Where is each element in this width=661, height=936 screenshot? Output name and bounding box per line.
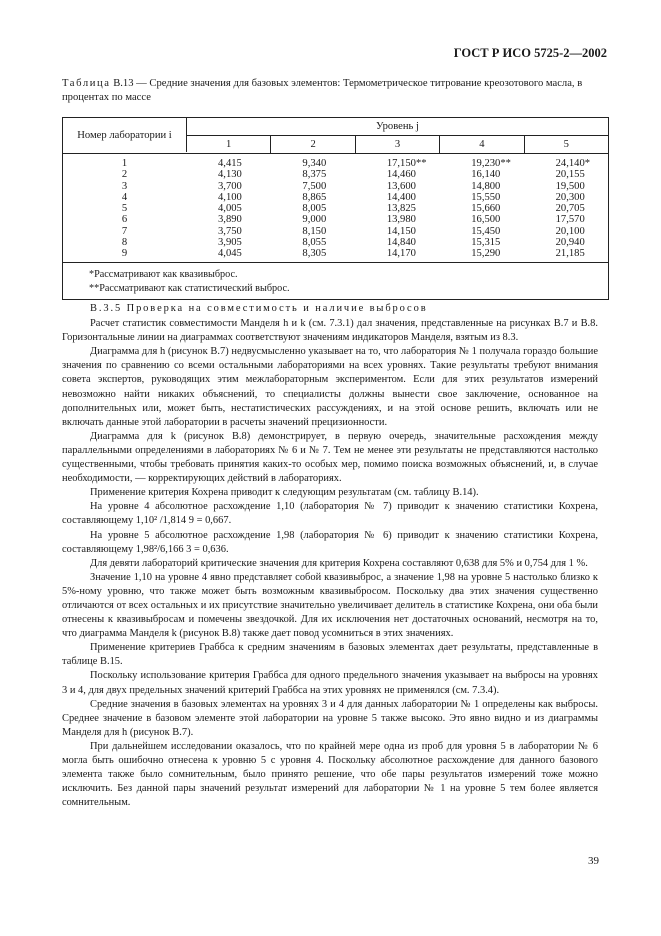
value-cell — [186, 248, 270, 259]
value-cell — [270, 214, 354, 225]
paragraph: На уровне 4 абсолютное расхождение 1,10 (лаборатория № 7) приводит к значению статистики Кохрена, составляющему 1,10² /1,814 9 = 0,667. — [62, 501, 598, 527]
lab-number-header: Номер лаборатории i — [63, 118, 187, 152]
value-cell — [524, 248, 608, 259]
value-text: 8,005 — [302, 203, 327, 215]
value-text: 14,400 — [386, 191, 416, 203]
lab-number-cell: 2 — [121, 169, 128, 181]
value-cell — [186, 214, 270, 225]
paragraph: Поскольку использование критерия Граббса для одного предельного значения указывает на выбросы на уровнях 3 и 4, для двух предельных значений критерий Граббса на этих уровнях не применялся (см. 7.3.4). — [62, 670, 598, 696]
value-cell — [355, 192, 439, 203]
paragraph: Применение критерия Кохрена приводит к следующим результатам (см. таблицу В.14). — [90, 487, 479, 499]
note-quasi-outlier: *Рассматривают как квазивыброс. — [89, 268, 238, 280]
paragraph: Расчет статистик совместимости Манделя h и k (см. 7.3.1) дал значения, представленные на рисунках В.7 и В.8. Горизонтальные линии на диаграммах соответствуют значениям индикаторов Манделя, взятым из 8.3. — [62, 318, 598, 344]
value-cell — [524, 192, 608, 203]
value-cell — [524, 226, 608, 237]
paragraph: Применение критериев Граббса к средним значениям в базовых элементах дает результаты, представленные в таблице В.15. — [62, 642, 598, 668]
value-cell — [270, 169, 354, 180]
value-text: 7,500 — [302, 180, 327, 192]
table-row — [63, 248, 608, 259]
value-cell — [186, 237, 270, 248]
lab-number-cell: 3 — [121, 180, 128, 192]
value-cell — [270, 181, 354, 192]
value-cell — [524, 169, 608, 180]
value-text: 16,140 — [471, 169, 501, 181]
value-text: 4,045 — [218, 248, 242, 260]
value-cell — [439, 237, 523, 248]
value-text: 13,980 — [386, 214, 416, 226]
section-title: В.3.5 Проверка на совместимость и наличие выбросов — [90, 303, 428, 314]
value-cell — [186, 169, 270, 180]
lab-number-cell: 9 — [121, 248, 128, 260]
value-text: 13,600 — [386, 180, 416, 192]
value-cell — [524, 237, 608, 248]
value-text: 8,375 — [302, 169, 327, 181]
document-header: ГОСТ Р ИСО 5725-2—2002 — [453, 46, 607, 60]
mean-values-table — [62, 117, 609, 300]
value-text: 20,300 — [555, 191, 585, 203]
lab-number-cell: 4 — [121, 191, 128, 203]
value-cell — [355, 181, 439, 192]
value-cell — [270, 192, 354, 203]
value-cell — [355, 237, 439, 248]
value-text: 3,700 — [218, 180, 242, 192]
paragraph: При дальнейшем исследовании оказалось, что по крайней мере одна из проб для уровня 5 в лаборатории № 6 могла быть ошибочно отнесена к уровню 5 с уровня 4. Поскольку абсолютное расхождение для данного базового элемента также было сомнительным, было принято решение, что обе пары результатов измерений тоже можно исключить. Без данной пары значений результат измерений для лаборатории № 1 на уровне 5 тем более является сомнительным. — [62, 740, 598, 809]
value-text: 13,825 — [386, 203, 416, 215]
value-cell — [270, 158, 354, 169]
lab-number-cell: 7 — [121, 225, 128, 237]
lab-number-cell: 5 — [121, 203, 128, 215]
note-outlier: **Рассматривают как статистический выброс. — [89, 282, 290, 294]
value-text: 8,150 — [302, 225, 327, 237]
value-text: 15,290 — [471, 248, 501, 260]
value-text: 14,840 — [386, 237, 416, 249]
lab-number-cell: 6 — [121, 214, 128, 226]
table-row — [63, 158, 608, 169]
value-cell — [270, 226, 354, 237]
value-text: 14,170 — [386, 248, 416, 260]
value-text: 20,100 — [555, 225, 585, 237]
table-body — [63, 153, 608, 262]
value-cell — [524, 158, 608, 169]
value-text: 14,800 — [471, 180, 501, 192]
value-text: 20,705 — [555, 203, 585, 215]
table-row — [63, 214, 608, 225]
value-cell — [270, 237, 354, 248]
value-text: 24,140* — [555, 158, 591, 169]
table-row — [63, 181, 608, 192]
level-header: Уровень j — [187, 118, 608, 136]
value-cell — [439, 192, 523, 203]
value-text: 15,550 — [471, 191, 501, 203]
value-cell — [355, 158, 439, 169]
value-text: 16,500 — [471, 214, 501, 226]
value-cell — [439, 226, 523, 237]
value-cell — [186, 158, 270, 169]
value-cell — [439, 248, 523, 259]
table-row — [63, 203, 608, 214]
value-text: 4,100 — [218, 191, 242, 203]
table-caption-label: Таблица — [62, 78, 111, 89]
value-text: 14,460 — [386, 169, 416, 181]
level-4-header: 4 — [440, 136, 524, 153]
value-cell — [270, 248, 354, 259]
page-number: 39 — [588, 855, 599, 867]
table-row — [63, 169, 608, 180]
value-text: 20,940 — [555, 237, 585, 249]
value-text: 8,305 — [302, 248, 327, 260]
level-header-group — [187, 118, 608, 153]
value-text: 15,450 — [471, 225, 501, 237]
value-cell — [355, 203, 439, 214]
value-cell — [355, 226, 439, 237]
table-row — [63, 226, 608, 237]
value-text: 20,155 — [555, 169, 585, 181]
table-caption-text: В.13 — Средние значения для базовых элементов: Термометрическое титрование креозотового масла, в процентах по массе — [62, 78, 583, 103]
lab-number-cell: 1 — [121, 158, 128, 169]
value-text: 19,500 — [555, 180, 585, 192]
lab-number-cell: 8 — [121, 237, 128, 249]
value-text: 9,340 — [302, 158, 327, 169]
value-cell — [355, 248, 439, 259]
paragraph: Средние значения в базовых элементах на уровнях 3 и 4 для данных лаборатории № 1 определены как выбросы. Среднее значение в базовом элементе этой лаборатории на уровне 5 также высоко. Это явно видно и из диаграммы Манделя для h (рисунок В.7). — [62, 698, 598, 738]
value-text: 15,315 — [471, 237, 501, 249]
value-cell — [439, 169, 523, 180]
value-text: 15,660 — [471, 203, 501, 215]
value-cell — [186, 181, 270, 192]
value-text: 3,890 — [218, 214, 242, 226]
level-numbers — [187, 136, 608, 153]
table-header — [63, 118, 608, 153]
value-text: 8,055 — [302, 237, 327, 249]
value-text: 19,230** — [471, 158, 511, 169]
value-cell — [186, 226, 270, 237]
value-cell — [524, 181, 608, 192]
value-cell — [355, 169, 439, 180]
paragraph: Для девяти лабораторий критические значения для критерия Кохрена составляют 0,638 для 5% и 0,754 для 1 %. — [90, 557, 588, 569]
level-5-header: 5 — [563, 139, 569, 150]
value-cell — [524, 214, 608, 225]
value-text: 4,415 — [218, 158, 242, 169]
paragraph: Диаграмма для k (рисунок В.8) демонстрирует, в первую очередь, значительные расхождения между параллельными определениями в лабораториях № 6 и № 7. Тем не менее эти результаты не представляются настолько существенными, чтобы требовать принятия каких-то особых мер, помимо поиска возможных объяснений, и, в случае необходимости, — корректирующих действий в лабораториях. — [62, 430, 598, 485]
value-cell — [524, 203, 608, 214]
value-text: 14,150 — [386, 225, 416, 237]
level-2-header: 2 — [271, 136, 355, 153]
body-text — [62, 302, 598, 810]
value-cell — [439, 181, 523, 192]
value-text: 4,005 — [218, 203, 242, 215]
table-notes — [63, 262, 608, 299]
level-1-header: 1 — [187, 136, 271, 153]
value-text: 3,750 — [218, 225, 242, 237]
value-cell — [439, 158, 523, 169]
value-text: 17,150** — [386, 158, 427, 169]
table-row — [63, 192, 608, 203]
value-cell — [439, 214, 523, 225]
value-text: 8,865 — [302, 191, 327, 203]
value-text: 21,185 — [555, 248, 585, 260]
paragraph: Диаграмма для h (рисунок В.7) недвусмысленно указывает на то, что лаборатория № 1 получала гораздо большие значения по сравнению со всеми остальными лабораториями на всех уровнях. Такие результаты требуют внимания совета экспертов, руководящих этим межлабораторным экспериментом. Если для этих результатов измерений невозможно найти никаких объяснений, то специалисты должны вынести свое заключение, основанное на дополнительных или, может быть, нестатистических рассуждениях, и на этой основе решить, включать или не включать данные этой лаборатории в расчеты значений прецизионности. — [62, 346, 598, 428]
table-row — [63, 237, 608, 248]
value-cell — [270, 203, 354, 214]
value-cell — [186, 192, 270, 203]
value-text: 3,905 — [218, 237, 242, 249]
value-cell — [355, 214, 439, 225]
value-text: 17,570 — [555, 214, 585, 226]
paragraph: На уровне 5 абсолютное расхождение 1,98 (лаборатория № 6) приводит к значению статистики Кохрена, составляющему 1,98²/6,166 3 = 0,636. — [62, 529, 598, 555]
table-caption — [62, 77, 607, 105]
value-text: 4,130 — [218, 169, 242, 181]
paragraph: Значение 1,10 на уровне 4 явно представляет собой квазивыброс, а значение 1,98 на уровне 5 настолько близко к 5%-ному уровню, что также может быть возможным квазивыбросом. Поскольку два этих значения существенно отличаются от всех остальных и их присутствие значительно увеличивает делитель в статистике Кохрена, они оба были отнесены к квазивыбросам и помечены звездочкой. Для их исключения нет достаточных оснований, несмотря на то, что диаграмма Манделя k (рисунок В.8) также дает повод усомниться в этих значениях. — [62, 571, 598, 640]
level-3-header: 3 — [356, 136, 440, 153]
value-cell — [439, 203, 523, 214]
value-cell — [186, 203, 270, 214]
value-text: 9,000 — [302, 214, 327, 226]
